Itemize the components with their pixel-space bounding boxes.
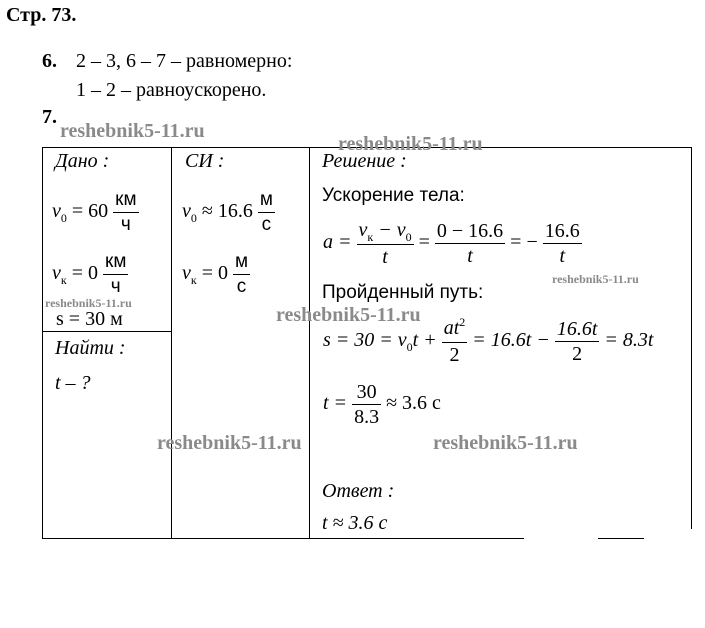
column-divider-2 [309,147,310,539]
si-header: СИ : [185,150,225,172]
page-title: Стр. 73. [6,4,77,26]
table-bottom-border-fragment [598,538,644,539]
watermark-text: reshebnik5-11.ru [276,304,421,326]
time-formula: t = $\frac{30}{8.3}$ ≈ 3.6 с [323,381,441,428]
given-distance: s = 30 м [56,308,123,330]
watermark-text: reshebnik5-11.ru [45,296,132,310]
acceleration-title: Ускорение тела: [322,185,465,206]
given-v0-unit-den: ч [120,214,131,235]
given-vk: $v_к = 0$ $\frac{км}{ч}$ [52,251,127,297]
acceleration-formula: a = $\frac{v_к - v_0}{t}$ = $\frac{0 - 16.6}{t}$ = − $\frac{16.6}{t}$ [323,219,580,268]
si-vk: $v_к = 0$ $\frac{м}{с}$ [182,251,249,297]
si-vk-unit-num: м [233,250,250,275]
watermark-text: reshebnik5-11.ru [157,432,302,454]
watermark-text: reshebnik5-11.ru [433,432,578,454]
find-value: t – ? [55,372,91,394]
si-v0: $v_0 \approx 16.6$ $\frac{м}{с}$ [182,189,273,235]
si-v0-unit-num: м [258,188,275,213]
given-header: Дано : [55,150,110,172]
find-header: Найти : [55,337,126,359]
given-vk-unit-num: км [103,250,128,275]
watermark-text: reshebnik5-11.ru [60,120,205,142]
problem-7-number: 7. [42,106,57,128]
solution-header: Решение : [322,150,407,172]
answer-header: Ответ : [322,480,395,502]
given-vk-unit-den: ч [110,276,121,297]
path-title: Пройденный путь: [322,282,484,303]
table-bottom-border [42,538,524,539]
watermark-text: reshebnik5-11.ru [552,272,639,286]
problem-6-line-2: 1 – 2 – равноускорено. [76,79,267,101]
answer-value: t ≈ 3.6 с [322,512,388,534]
given-v0-unit-num: км [113,188,138,213]
column-divider-1 [171,147,172,539]
given-find-divider [42,331,172,332]
table-right-border [691,147,692,529]
table-left-border [42,147,43,539]
si-v0-unit-den: с [261,214,272,235]
problem-6-line-1: 2 – 3, 6 – 7 – равномерно: [76,50,293,72]
path-formula: $s = 30 = v_0t$ + $\frac{at^2}{2}$ = 16.6t − $\frac{16.6t}{2}$ = 8.3t [323,315,654,366]
watermark-text: reshebnik5-11.ru [338,133,483,155]
given-v0: $v_0 = 60$ $\frac{км}{ч}$ [52,189,137,235]
si-vk-unit-den: с [236,276,247,297]
problem-6-number: 6. [42,50,57,72]
